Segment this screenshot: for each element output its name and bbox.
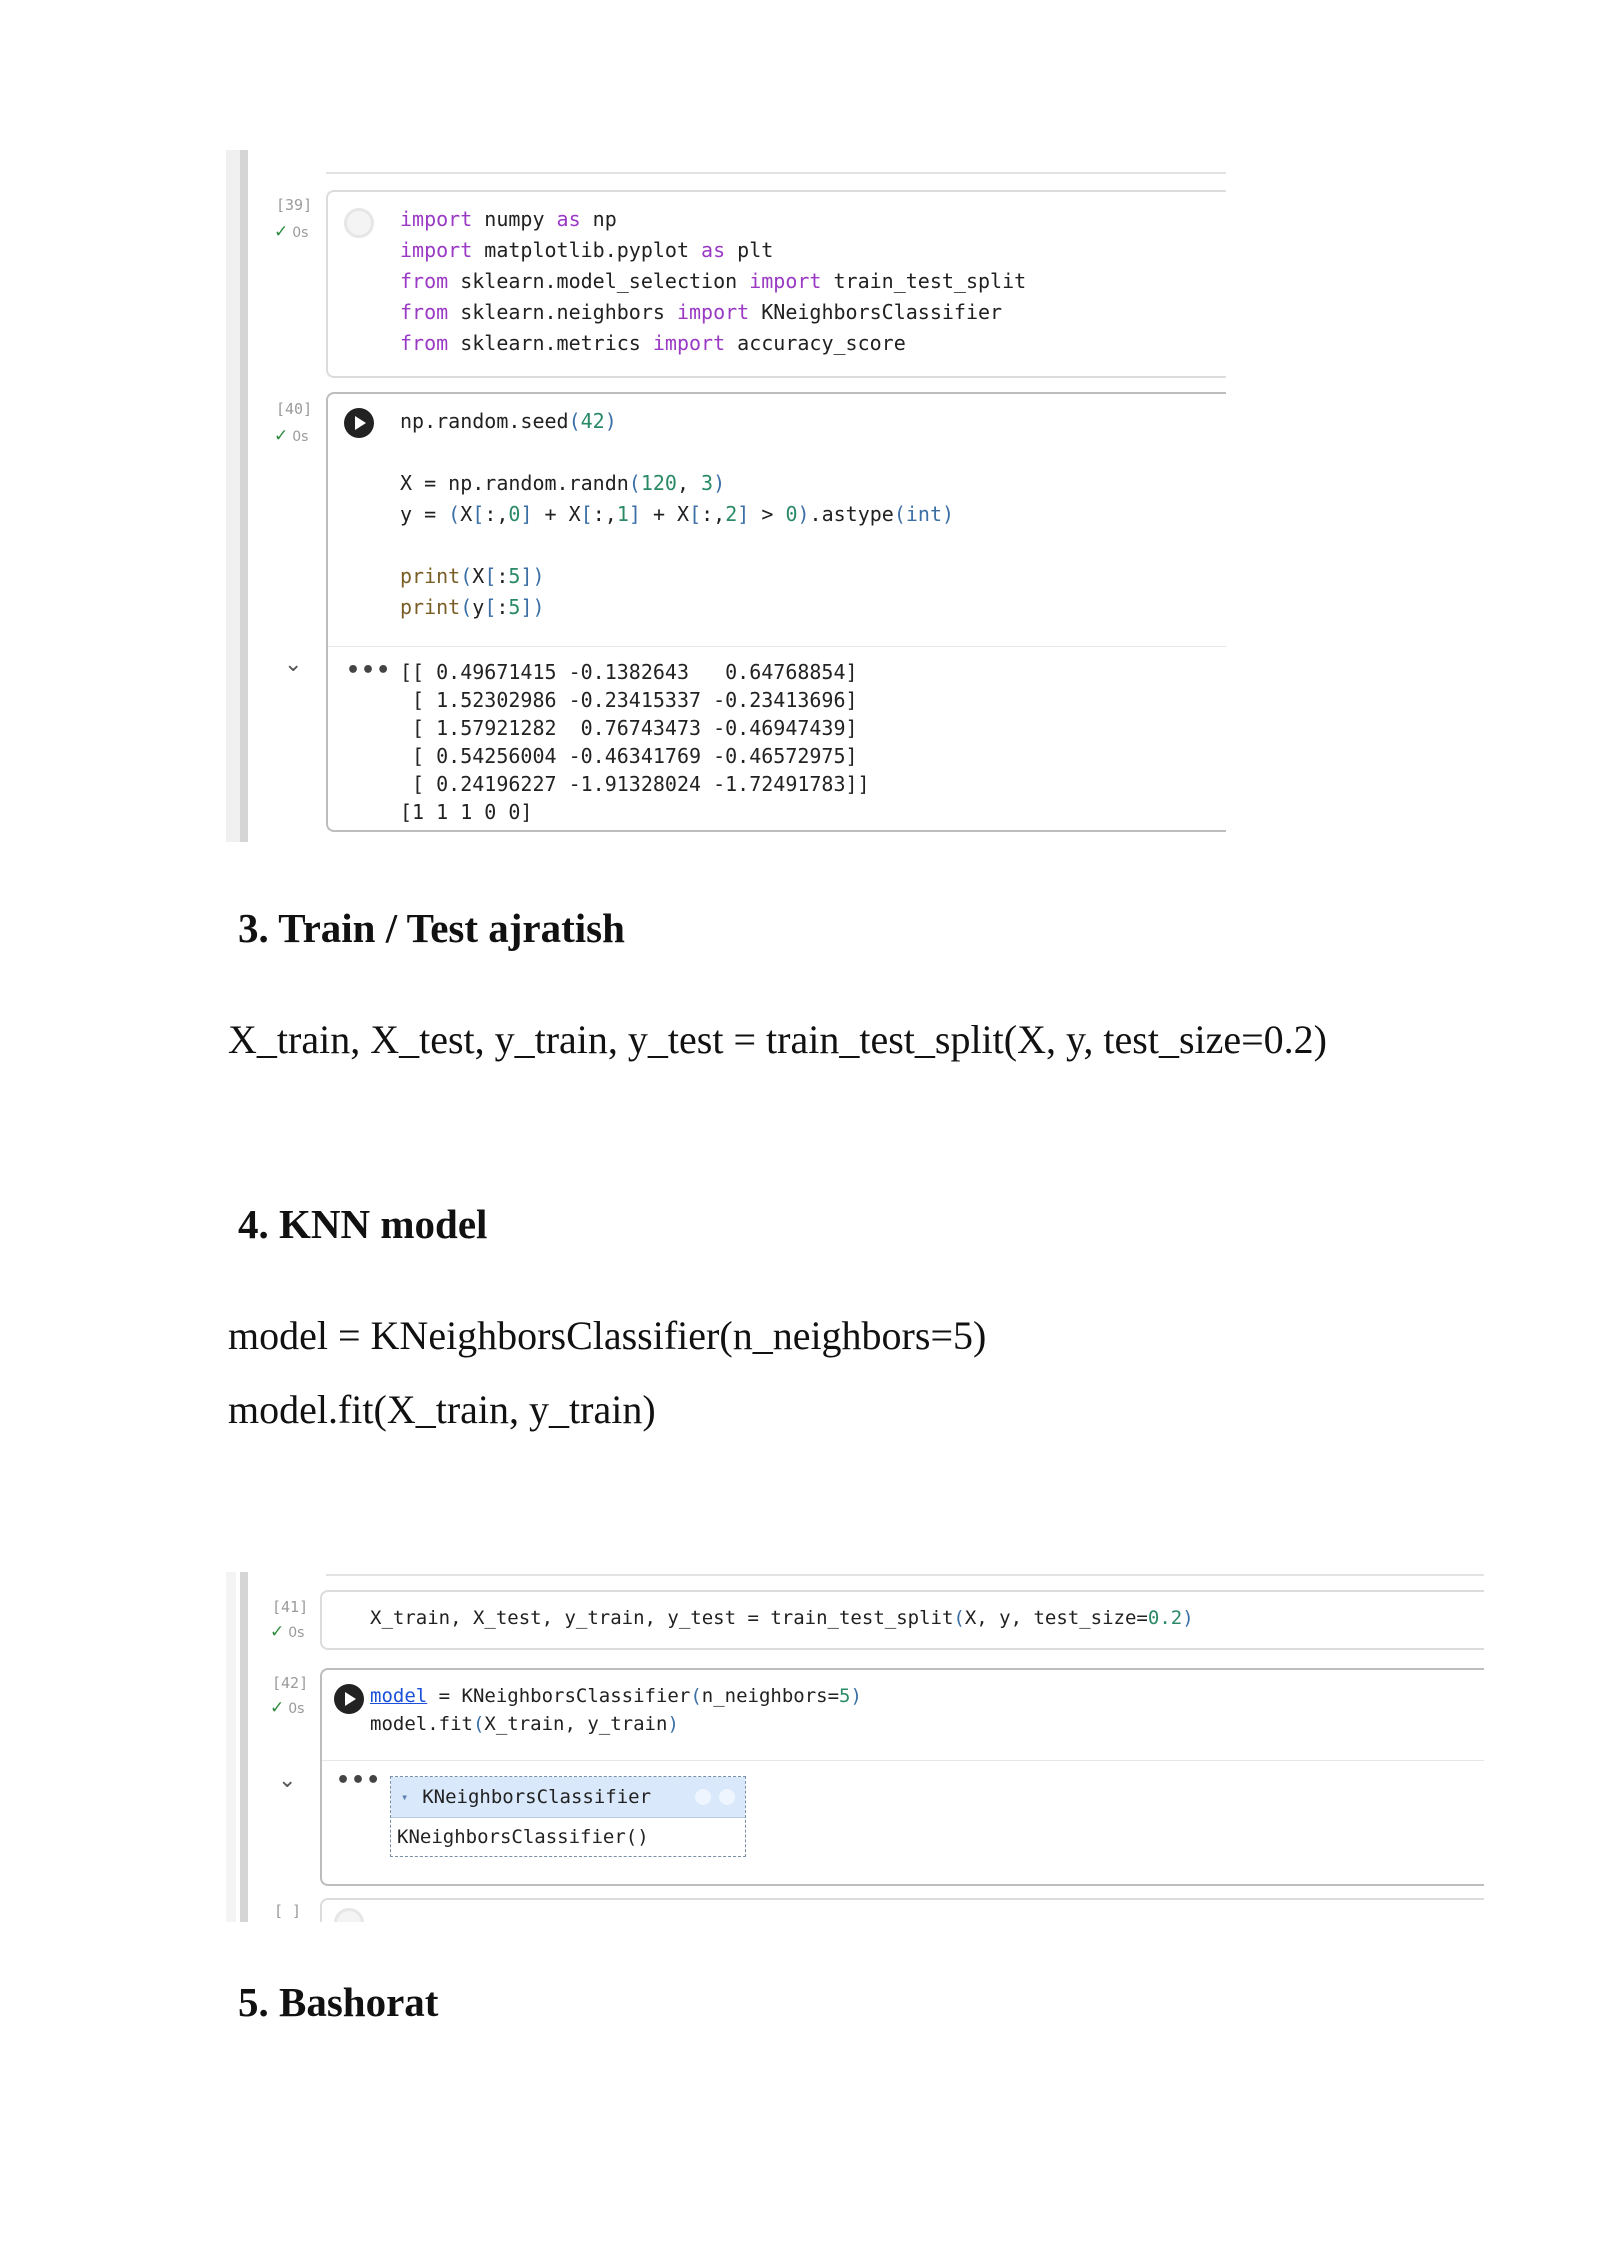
cell-gutter [226, 1572, 236, 1922]
section-heading: 3. Train / Test ajratish [238, 905, 625, 951]
code-cell-data[interactable] [326, 392, 1226, 832]
estimator-widget-header[interactable] [391, 1777, 745, 1817]
collapse-output-chevron-icon[interactable]: ⌄ [284, 652, 303, 677]
code-cell-imports[interactable] [326, 190, 1226, 378]
notebook-screenshot-1 [226, 150, 1226, 842]
output-separator [328, 646, 1226, 647]
expand-triangle-icon[interactable]: ▾ [401, 1790, 409, 1804]
execution-status: ✓ 0s [270, 1622, 305, 1642]
execution-count: [39] [276, 196, 313, 214]
code-train-test-split: X_train, X_test, y_train, y_test = train_test_split(X, y, test_size=0.2) [370, 1607, 1194, 1629]
check-icon: ✓ [270, 1698, 285, 1718]
code-imports: import numpy as np import matplotlib.pyplot as plt from sklearn.model_selection import train_test_split from sklearn.neighbors import KNeighborsClassifier from sklearn.metrics import accuracy_score [400, 207, 1027, 355]
run-cell-icon[interactable] [344, 408, 374, 438]
check-icon: ✓ [274, 222, 289, 242]
execution-count: [41] [272, 1598, 309, 1616]
output-menu-icon[interactable]: ••• [336, 1768, 382, 1793]
code-cell-next[interactable] [320, 1898, 1484, 1922]
run-cell-icon[interactable] [344, 208, 374, 238]
cell-gutter [226, 150, 240, 842]
info-icon[interactable] [695, 1789, 711, 1805]
execution-status: ✓ 0s [270, 1698, 305, 1718]
estimator-name: KNeighborsClassifier [422, 1786, 652, 1808]
section-heading: 5. Bashorat [238, 1979, 439, 2025]
estimator-widget[interactable] [390, 1776, 746, 1857]
run-cell-icon[interactable] [334, 1908, 364, 1922]
output-separator [322, 1760, 1484, 1761]
code-line: model.fit(X_train, y_train) [228, 1387, 656, 1432]
run-cell-icon[interactable] [334, 1684, 364, 1714]
code-line: X_train, X_test, y_train, y_test = train_test_split(X, y, test_size=0.2) [228, 1017, 1328, 1062]
code-data-generation: np.random.seed(42) X = np.random.randn(120, 3) y = (X[:,0] + X[:,1] + X[:,2] > 0).astype(int) print(X[:5]) print(y[:5]) [400, 409, 955, 619]
code-knn-model: model = KNeighborsClassifier(n_neighbors=5) model.fit(X_train, y_train) [370, 1685, 862, 1735]
notebook-screenshot-2 [226, 1572, 1484, 1922]
check-icon: ✓ [270, 1622, 285, 1642]
output-menu-icon[interactable]: ••• [346, 658, 392, 683]
execution-count: [42] [272, 1674, 309, 1692]
execution-count: [40] [276, 400, 313, 418]
previous-cell-edge [326, 1574, 1484, 1576]
collapse-output-chevron-icon[interactable]: ⌄ [278, 1768, 297, 1793]
execution-status: ✓ 0s [274, 222, 309, 242]
execution-status: ✓ 0s [274, 426, 309, 446]
execution-count: [ ] [274, 1902, 302, 1920]
section-heading: 4. KNN model [238, 1201, 488, 1247]
status-icon [719, 1789, 735, 1805]
code-cell-model[interactable] [320, 1668, 1484, 1886]
previous-cell-edge [326, 172, 1226, 174]
code-line: model = KNeighborsClassifier(n_neighbors=5) [228, 1313, 987, 1358]
code-cell-split[interactable] [320, 1590, 1484, 1650]
cell-output: [[ 0.49671415 -0.1382643 0.64768854] [ 1.52302986 -0.23415337 -0.23413696] [ 1.57921282 0.76743473 -0.46947439] [ 0.54256004 -0.46341769 -0.46572975] [ 0.24196227 -1.91328024 -1.72491783]] [1 1 1 0 0] [400, 660, 870, 824]
check-icon: ✓ [274, 426, 289, 446]
estimator-repr: KNeighborsClassifier() [391, 1817, 745, 1856]
